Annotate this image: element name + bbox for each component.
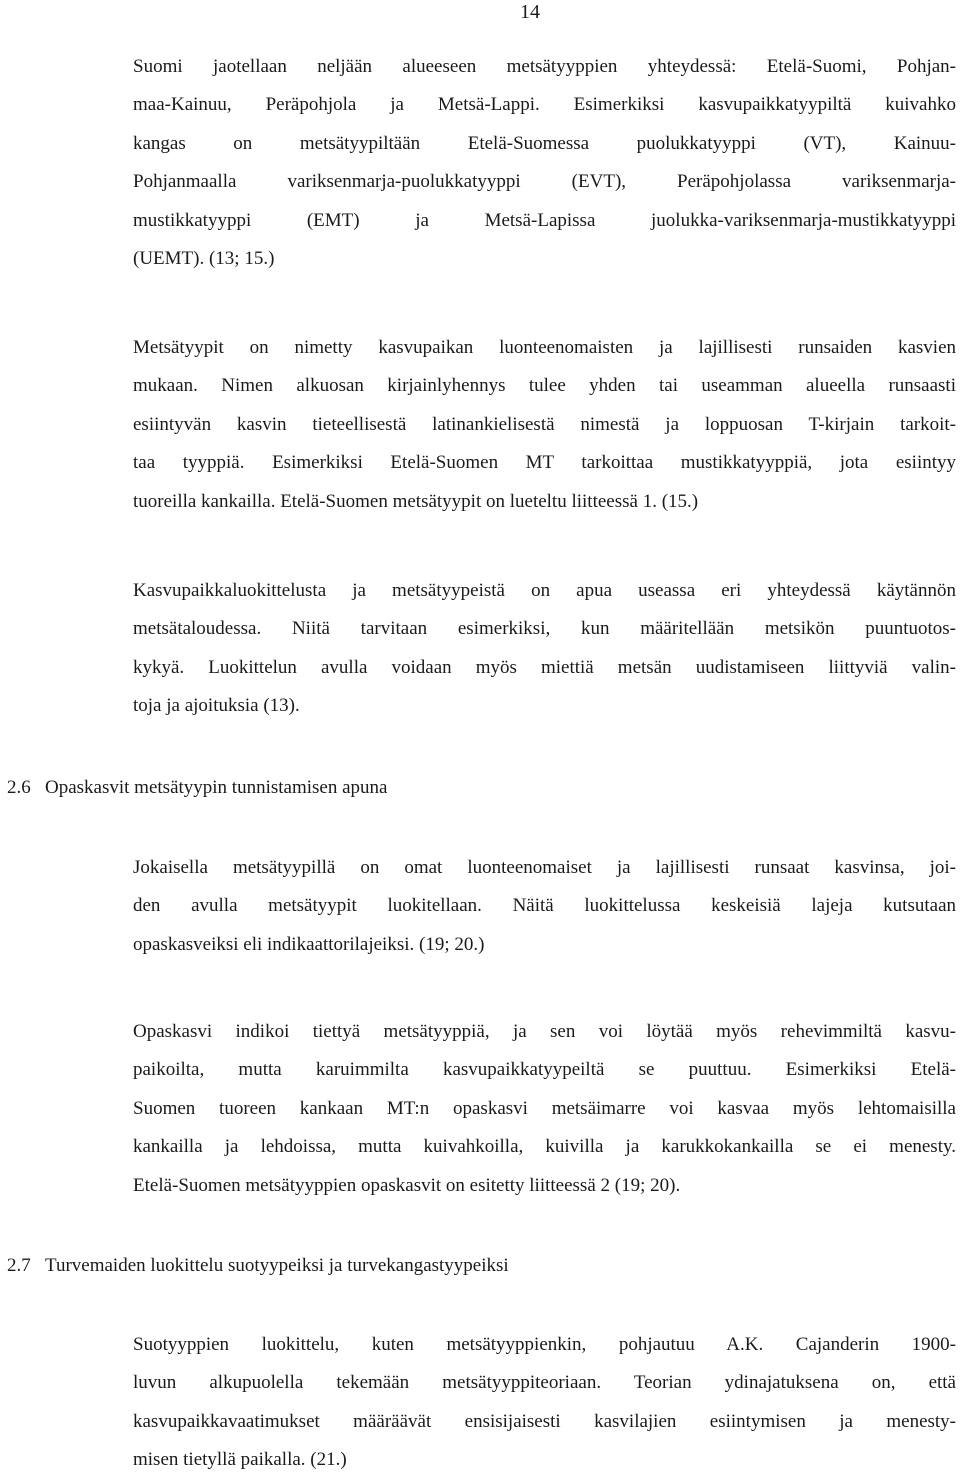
text-line: Suomi jaotellaan neljään alueeseen metsätyyppien yhteydessä: Etelä-Suomi, Pohjan- (133, 56, 956, 77)
text-line: Etelä-Suomen metsätyyppien opaskasvit on esitetty liitteessä 2 (19; 20). (133, 1174, 681, 1196)
text-line: toja ja ajoituksia (13). (133, 695, 300, 717)
text-line: mukaan. Nimen alkuosan kirjainlyhennys tulee yhden tai useamman alueella runsaasti (133, 375, 956, 397)
text-line: (UEMT). (13; 15.) (133, 248, 275, 270)
paragraph-mire-classification (133, 1326, 956, 1480)
text-line: Suotyyppien luokittelu, kuten metsätyyppienkin, pohjautuu A.K. Cajanderin 1900- (133, 1334, 956, 1355)
text-line: esiintyvän kasvin tieteellisestä latinankielisestä nimestä ja loppuosan T-kirjain tarkoit- (133, 413, 956, 435)
paragraph-indicator-usage (133, 1013, 956, 1205)
section-heading-2-6 (7, 776, 387, 800)
section-title: Turvemaiden luokittelu suotyypeiksi ja turvekangastyypeiksi (45, 1255, 509, 1276)
section-heading-2-7 (7, 1254, 509, 1278)
text-line: tuoreilla kankailla. Etelä-Suomen metsätyypit on lueteltu liitteessä 1. (15.) (133, 490, 699, 512)
text-line: kangas on metsätyypiltään Etelä-Suomessa puolukkatyyppi (VT), Kainuu- (133, 132, 956, 154)
text-line: metsätaloudessa. Niitä tarvitaan esimerkiksi, kun määritellään metsikön puuntuotos- (133, 618, 956, 640)
text-line: Pohjanmaalla variksenmarja-puolukkatyyppi (EVT), Peräpohjolassa variksenmarja- (133, 171, 956, 193)
paragraph-usefulness (133, 572, 956, 726)
section-title: Opaskasvit metsätyypin tunnistamisen apuna (45, 777, 388, 798)
text-line: paikoilta, mutta karuimmilta kasvupaikkatyypeiltä se puuttuu. Esimerkiksi Etelä- (133, 1059, 956, 1081)
text-line: Suomen tuoreen kankaan MT:n opaskasvi metsäimarre voi kasvaa myös lehtomaisilla (133, 1097, 956, 1119)
section-number: 2.7 (7, 1255, 31, 1276)
text-line: Jokaisella metsätyypillä on omat luonteenomaiset ja lajillisesti runsaat kasvinsa, joi- (133, 857, 956, 878)
text-line: misen tietyllä paikalla. (21.) (133, 1449, 347, 1471)
section-number: 2.6 (7, 777, 31, 798)
text-line: kankailla ja lehdoissa, mutta kuivahkoilla, kuivilla ja karukkokankailla se ei menesty. (133, 1136, 956, 1158)
text-line: luvun alkupuolella tekemään metsätyyppiteoriaan. Teorian ydinajatuksena on, että (133, 1372, 956, 1394)
text-line: maa-Kainuu, Peräpohjola ja Metsä-Lappi. Esimerkiksi kasvupaikkatyypiltä kuivahko (133, 94, 956, 116)
page-number: 14 (520, 1, 540, 23)
text-line: Metsätyypit on nimetty kasvupaikan luonteenomaisten ja lajillisesti runsaiden kasvien (133, 337, 956, 358)
text-line: Opaskasvi indikoi tiettyä metsätyyppiä, ja sen voi löytää myös rehevimmiltä kasvu- (133, 1021, 956, 1042)
paragraph-naming (133, 329, 956, 521)
text-line: den avulla metsätyypit luokitellaan. Näitä luokittelussa keskeisiä lajeja kutsutaan (133, 895, 956, 917)
text-line: opaskasveiksi eli indikaattorilajeiksi. (19; 20.) (133, 933, 485, 955)
text-line: kykyä. Luokittelun avulla voidaan myös miettiä metsän uudistamiseen liittyviä valin- (133, 656, 956, 678)
paragraph-regions (133, 48, 956, 278)
text-line: Kasvupaikkaluokittelusta ja metsätyypeistä on apua useassa eri yhteydessä käytännön (133, 580, 956, 601)
text-line: mustikkatyyppi (EMT) ja Metsä-Lapissa juolukka-variksenmarja-mustikkatyyppi (133, 209, 956, 231)
text-line: kasvupaikkavaatimukset määräävät ensisijaisesti kasvilajien esiintymisen ja menesty- (133, 1410, 956, 1432)
paragraph-indicator-species (133, 849, 956, 964)
text-line: taa tyyppiä. Esimerkiksi Etelä-Suomen MT tarkoittaa mustikkatyyppiä, jota esiintyy (133, 452, 956, 474)
